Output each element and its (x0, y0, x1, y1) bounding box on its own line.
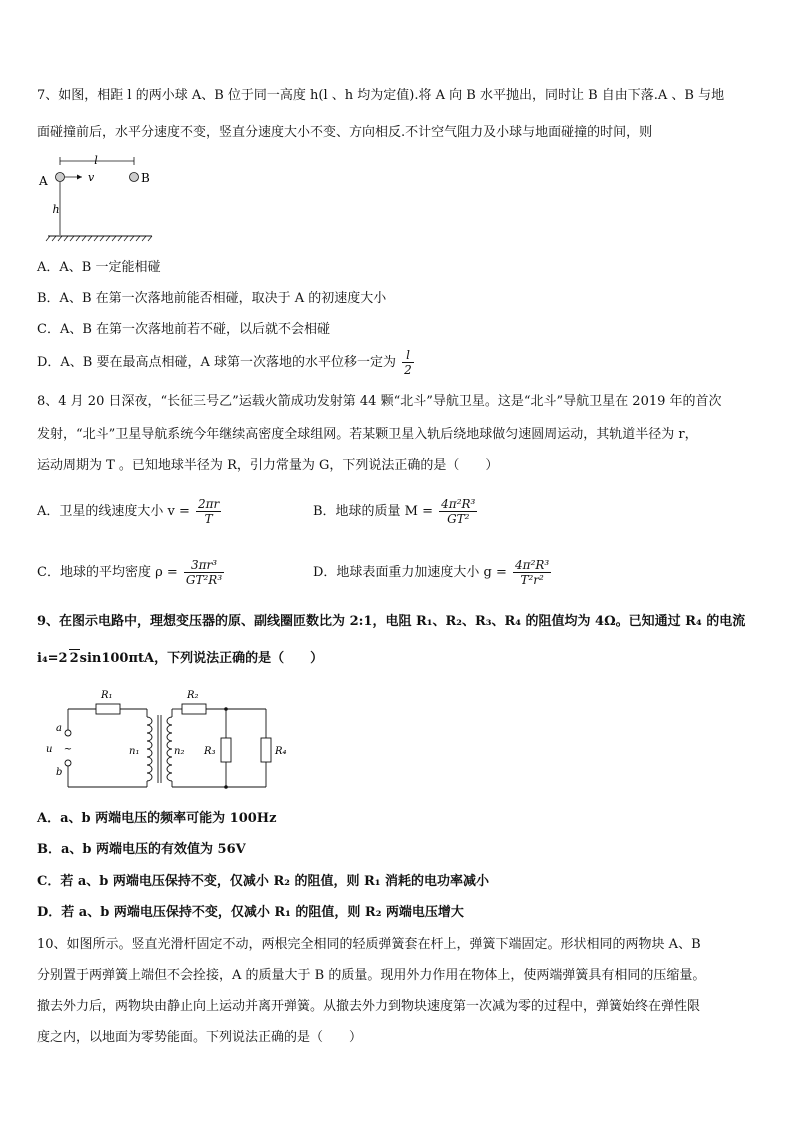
q7-option-c: C．A、B 在第一次落地前若不碰，以后就不会相碰 (37, 322, 331, 337)
q7-stem-line1: 7、如图，相距 l 的两小球 A、B 位于同一高度 h(l 、h 均为定值).将 A 向 B 水平抛出，同时让 B 自由下落.A 、B 与地 (37, 88, 725, 103)
label-u: u (46, 744, 53, 755)
q9-circuit-diagram (46, 683, 306, 795)
q10-stem-line4: 度之内，以地面为零势能面。下列说法正确的是（ ） (37, 1030, 363, 1045)
q8-option-d: D．地球表面重力加速度大小 g = $\frac{\text{4π²R³}}{\text{T²r²}}$ (313, 558, 550, 587)
q10-stem-line2: 分别置于两弹簧上端但不会拴接，A 的质量大于 B 的质量。现用外力作用在物体上，使两端弹簧具有相同的压缩量。 (37, 968, 706, 983)
label-r4: R₄ (275, 746, 287, 757)
label-n1: n₁ (129, 746, 140, 757)
fig-label-a: A (39, 174, 48, 188)
q8-option-b-fraction: $\frac{\text{4π²R³}}{\text{GT²}}$ (441, 497, 476, 526)
q8-option-c: C．地球的平均密度 ρ = $\frac{\text{3πr³}}{\text{GT²R³}}$ (37, 558, 223, 587)
label-b: b (56, 767, 63, 778)
q10-stem-line1: 10、如图所示。竖直光滑杆固定不动，两根完全相同的轻质弹簧套在杆上，弹簧下端固定。形状相同的两物块 A、B (37, 937, 701, 952)
q9-option-c: C．若 a、b 两端电压保持不变，仅减小 R₂ 的阻值，则 R₁ 消耗的电功率减小 (37, 874, 490, 889)
q7-option-a: A．A、B 一定能相碰 (37, 260, 161, 275)
q8-option-c-fraction: $\frac{\text{3πr³}}{\text{GT²R³}}$ (185, 558, 223, 587)
q9-stem-line1: 9、在图示电路中，理想变压器的原、副线圈匝数比为 2:1，电阻 R₁、R₂、R₃、R₄ 的阻值均为 4Ω。已知通过 R₄ 的电流 (37, 614, 746, 629)
q9-option-b: B．a、b 两端电压的有效值为 56V (37, 842, 246, 857)
q10-stem-line3: 撤去外力后，两物块由静止向上运动并离开弹簧。从撤去外力到物块速度第一次减为零的过程中，弹簧始终在弹性限 (37, 999, 701, 1014)
q9-option-a: A．a、b 两端电压的频率可能为 100Hz (37, 811, 277, 826)
ball-b (130, 173, 139, 182)
q7-option-b: B．A、B 在第一次落地前能否相碰，取决于 A 的初速度大小 (37, 291, 387, 306)
q9-stem-line2: i₄=2 2sin100πtA，下列说法正确的是（ ） (37, 651, 324, 666)
q8-stem-line2: 发射，“北斗”卫星导航系统今年继续高密度全球组网。若某颗卫星入轨后绕地球做匀速圆周运动，其轨道半径为 r， (37, 427, 698, 442)
q7-option-d-fraction: $\frac{l}{2}$ (404, 348, 412, 377)
q8-option-b: B．地球的质量 M = $\frac{\text{4π²R³}}{\text{GT²}}$ (313, 497, 476, 526)
fig-label-v: v (88, 171, 95, 184)
sqrt-two: 2 (69, 651, 79, 666)
label-r1: R₁ (101, 690, 113, 701)
fig-label-b: B (141, 171, 150, 185)
ac-source-icon: ~ (63, 744, 73, 755)
fig-label-h: h (52, 203, 60, 216)
q8-option-a-fraction: $\frac{2\pi r}{T}$ (198, 497, 220, 526)
q8-stem-line3: 运动周期为 T 。已知地球半径为 R，引力常量为 G，下列说法正确的是（ ） (37, 458, 499, 473)
q9-option-d: D．若 a、b 两端电压保持不变，仅减小 R₁ 的阻值，则 R₂ 两端电压增大 (37, 905, 464, 920)
q8-stem-line1: 8、4 月 20 日深夜，“长征三号乙”运载火箭成功发射第 44 颗“北斗”导航卫星。这是“北斗”导航卫星在 2019 年的首次 (37, 394, 722, 409)
label-r2: R₂ (187, 690, 199, 701)
q8-option-a: A．卫星的线速度大小 v = $\frac{2\pi r}{T}$ (37, 497, 220, 526)
ball-a (56, 173, 65, 182)
fig-label-l: l (94, 155, 98, 167)
label-a: a (56, 723, 62, 734)
q8-option-d-fraction: $\frac{\text{4π²R³}}{\text{T²r²}}$ (515, 558, 550, 587)
label-r3: R₃ (204, 746, 216, 757)
q7-figure (36, 155, 156, 245)
q7-option-d: D．A、B 要在最高点相碰，A 球第一次落地的水平位移一定为 $\frac{l}{2}$ (37, 348, 412, 377)
label-n2: n₂ (174, 746, 185, 757)
q7-stem-line2: 面碰撞前后，水平分速度不变，竖直分速度大小不变、方向相反.不计空气阻力及小球与地面碰撞的时间，则 (37, 125, 653, 140)
